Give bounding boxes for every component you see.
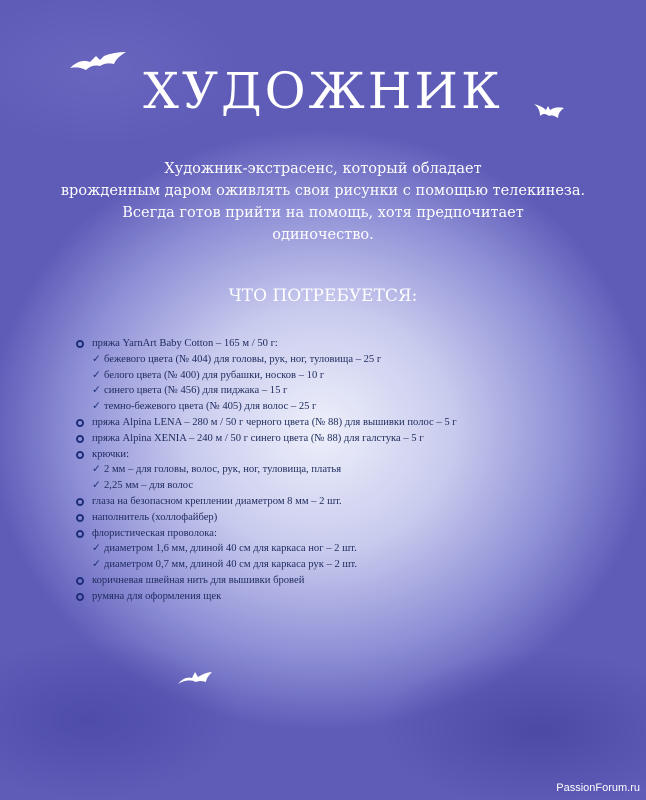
- section-heading: ЧТО ПОТРЕБУЕТСЯ:: [228, 286, 418, 306]
- list-item: [76, 494, 616, 510]
- description: [40, 158, 606, 246]
- list-item-text: румяна для оформления щек: [92, 590, 222, 602]
- sub-list-item: [76, 368, 616, 384]
- checkmark-icon: ✓: [92, 401, 101, 413]
- bat-icon: [178, 668, 212, 686]
- list-item: [76, 573, 616, 589]
- list-item-text: пряжа Alpina XENIA – 240 м / 50 г синего цвета (№ 88) для галстука – 5 г: [92, 432, 424, 444]
- list-item: [76, 431, 616, 447]
- sub-item-text: темно-бежевого цвета (№ 405) для волос – 25 г: [104, 401, 317, 413]
- list-item-text: флористическая проволока:: [92, 527, 217, 539]
- description-line: Художник-экстрасенс, который обладает: [164, 161, 482, 177]
- bullet-icon: [76, 593, 84, 601]
- checkmark-icon: ✓: [92, 543, 101, 555]
- materials-list: [76, 336, 616, 605]
- checkmark-icon: ✓: [92, 353, 101, 365]
- list-item-text: пряжа YarnArt Baby Cotton – 165 м / 50 г:: [92, 338, 278, 349]
- sub-item-text: диаметром 1,6 мм, длиной 40 см для каркаса ног – 2 шт.: [104, 543, 357, 555]
- sub-list-item: [76, 399, 616, 415]
- bullet-icon: [76, 530, 84, 538]
- sub-list-item: [76, 383, 616, 399]
- list-item: [76, 510, 616, 526]
- list-item-text: крючки:: [92, 448, 130, 460]
- sub-item-text: диаметром 0,7 мм, длиной 40 см для каркаса рук – 2 шт.: [104, 559, 358, 571]
- checkmark-icon: ✓: [92, 480, 101, 492]
- list-item: [76, 589, 616, 605]
- bullet-icon: [76, 419, 84, 427]
- checkmark-icon: ✓: [92, 369, 101, 381]
- bullet-icon: [76, 451, 84, 459]
- bullet-icon: [76, 514, 84, 522]
- bullet-icon: [76, 435, 84, 443]
- list-item-text: глаза на безопасном креплении диаметром 8 мм – 2 шт.: [92, 495, 342, 507]
- sub-item-text: белого цвета (№ 400) для рубашки, носков – 10 г: [104, 369, 325, 381]
- list-item: [76, 447, 616, 463]
- sub-list-item: [76, 462, 616, 478]
- list-item-text: наполнитель (холлофайбер): [92, 511, 218, 523]
- checkmark-icon: ✓: [92, 464, 101, 476]
- list-item: [76, 415, 616, 431]
- sub-list-item: [76, 478, 616, 494]
- page-title: ХУДОЖНИК: [143, 62, 503, 120]
- list-item-text: коричневая швейная нить для вышивки бровей: [92, 574, 305, 586]
- description-line: врожденным даром оживлять свои рисунки с помощью телекинеза.: [60, 183, 586, 199]
- sub-item-text: бежевого цвета (№ 404) для головы, рук, ног, туловища – 25 г: [104, 353, 382, 365]
- checkmark-icon: ✓: [92, 559, 101, 571]
- bullet-icon: [76, 340, 84, 348]
- watermark: PassionForum.ru: [556, 782, 640, 794]
- sub-list-item: [76, 352, 616, 368]
- sub-list-item: [76, 541, 616, 557]
- bullet-icon: [76, 498, 84, 506]
- list-item: [76, 526, 616, 542]
- sub-item-text: 2 мм – для головы, волос, рук, ног, туловища, платья: [104, 464, 342, 476]
- description-line: одиночество.: [272, 227, 374, 243]
- sub-item-text: синего цвета (№ 456) для пиджака – 15 г: [104, 385, 288, 397]
- sub-list-item: [76, 557, 616, 573]
- list-item-text: пряжа Alpina LENA – 280 м / 50 г черного цвета (№ 88) для вышивки полос – 5 г: [92, 416, 457, 428]
- checkmark-icon: ✓: [92, 385, 101, 397]
- bullet-icon: [76, 577, 84, 585]
- list-item: [76, 336, 616, 352]
- description-line: Всегда готов прийти на помощь, хотя предпочитает: [122, 205, 524, 221]
- sub-item-text: 2,25 мм – для волос: [104, 480, 194, 492]
